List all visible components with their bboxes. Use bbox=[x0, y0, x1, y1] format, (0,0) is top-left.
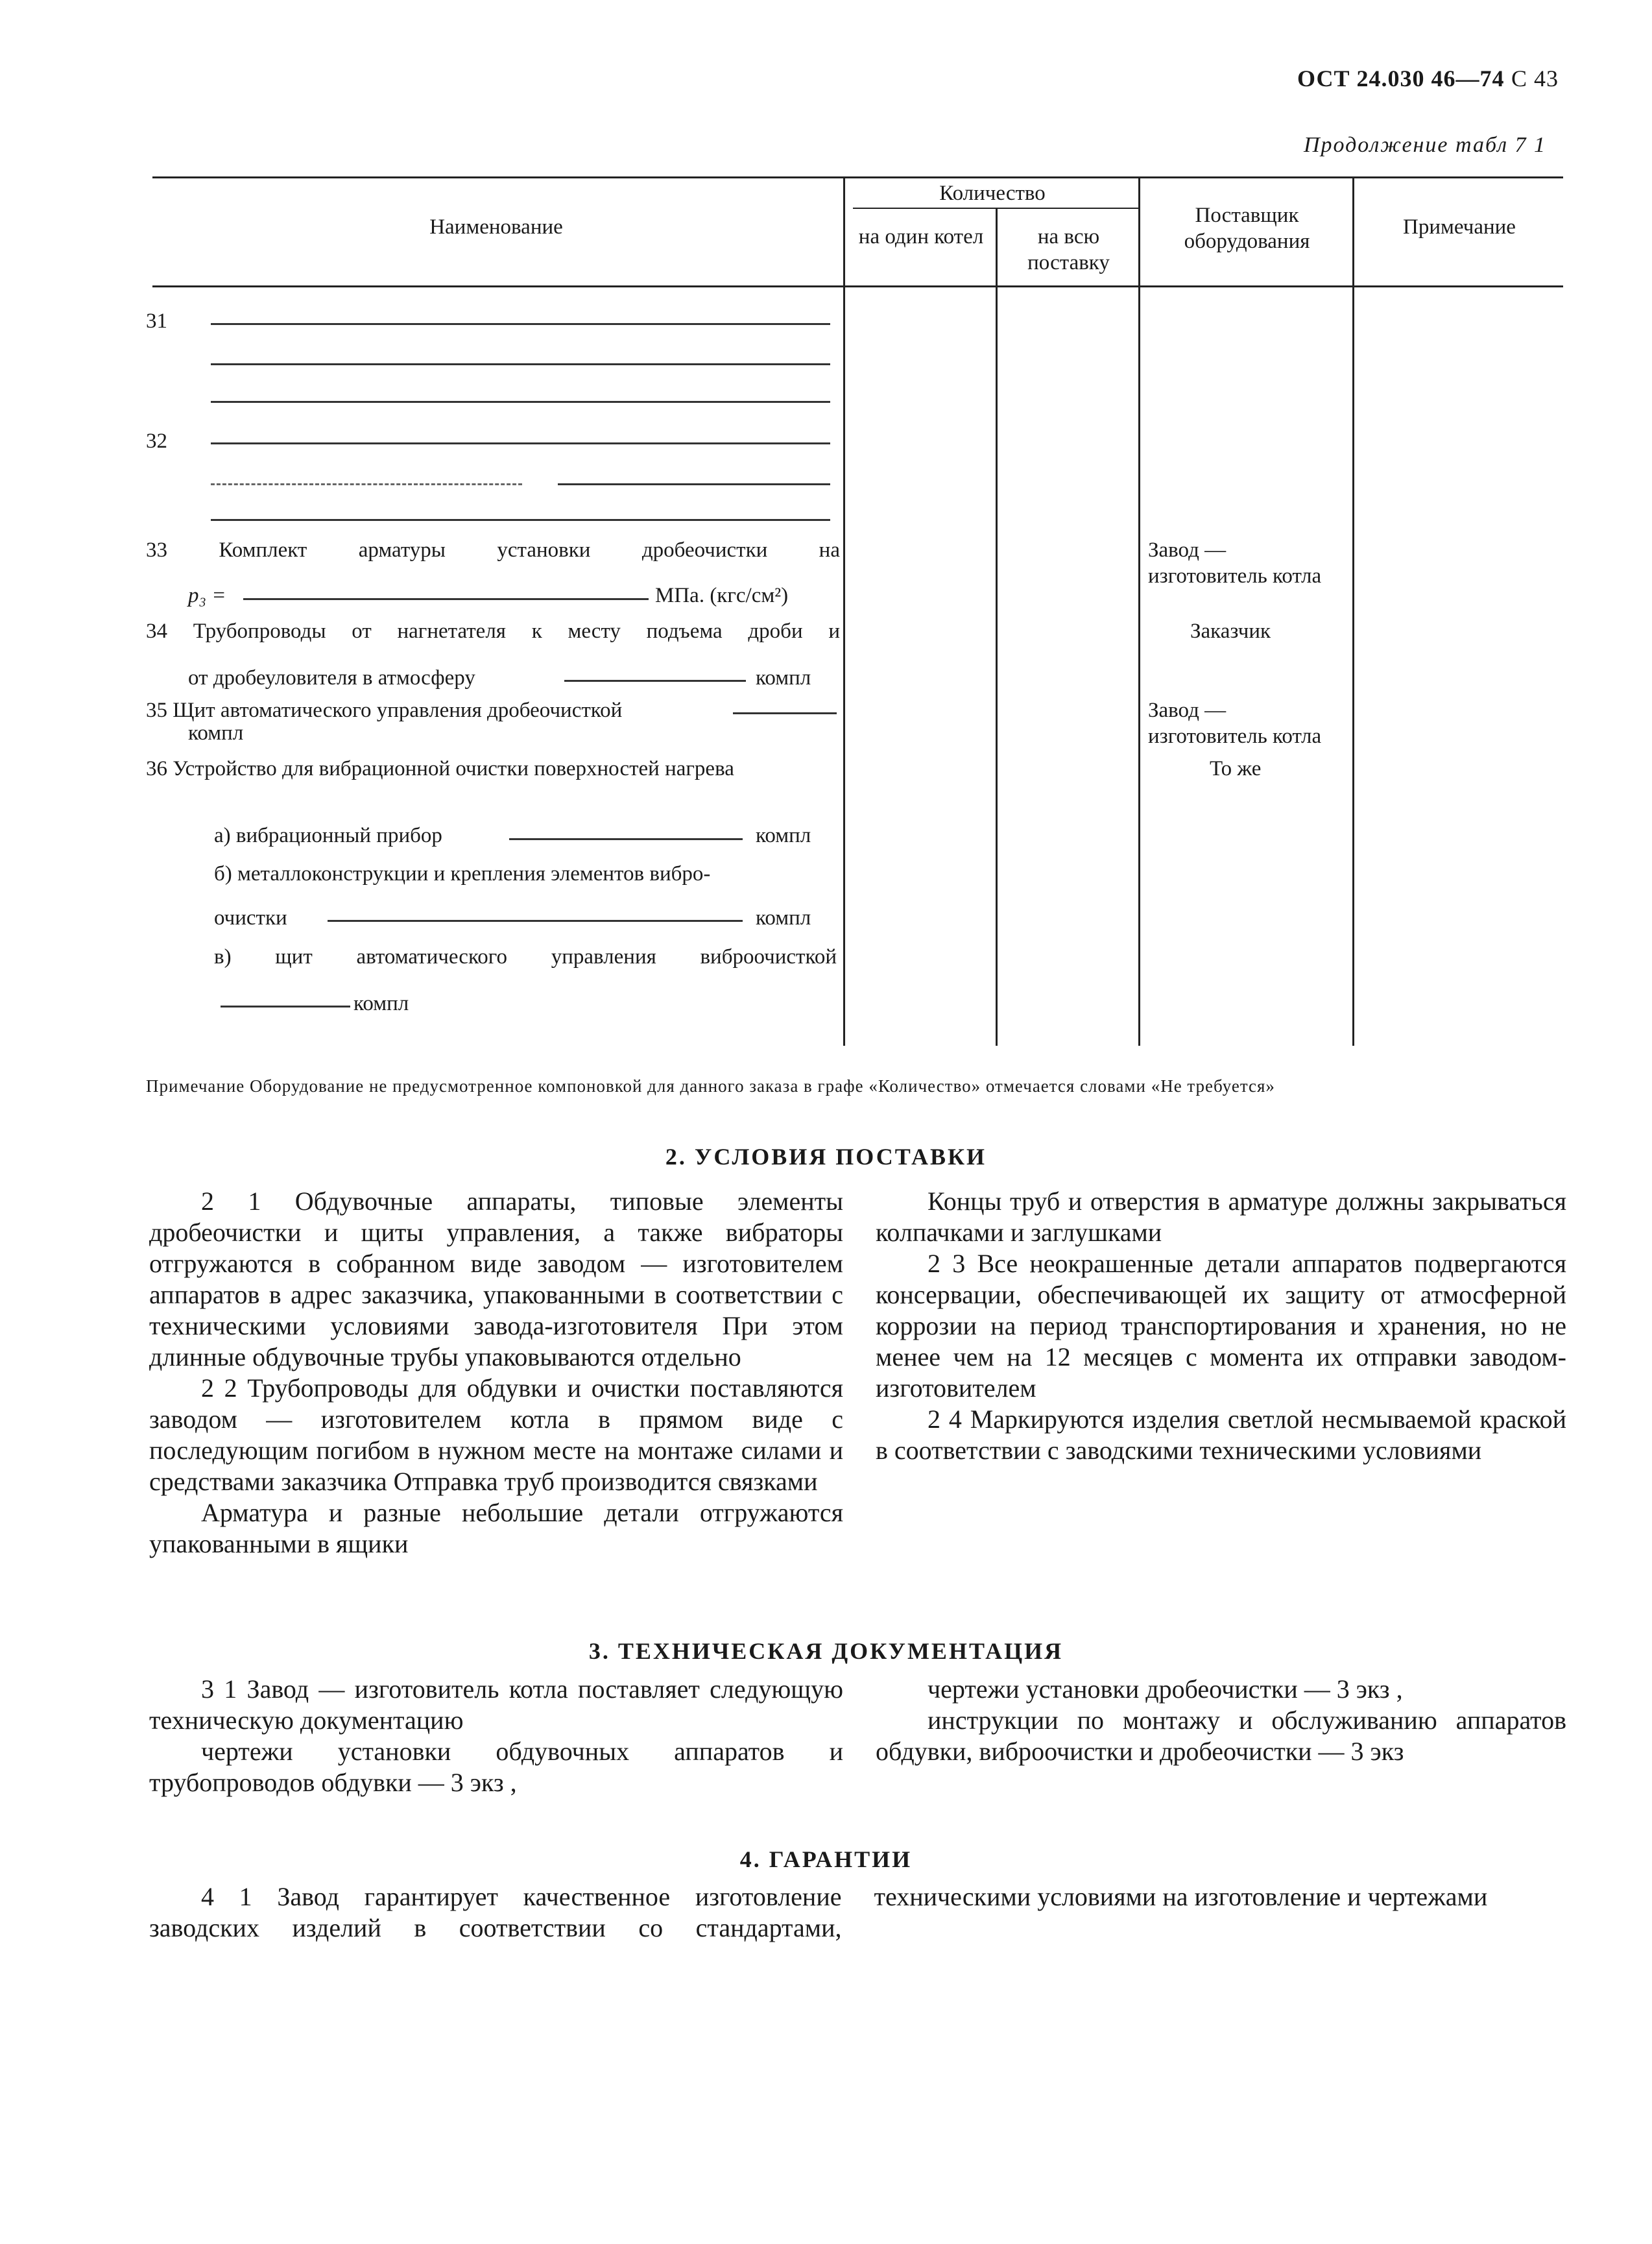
section-4-title: 4. ГАРАНТИИ bbox=[739, 1846, 913, 1872]
section-2-right-column bbox=[876, 1186, 1566, 1466]
row-36a-text: а) вибрационный прибор bbox=[214, 824, 442, 847]
row-33-pressure-label: p₃ = bbox=[188, 584, 226, 607]
col-header-qty-total: на всю поставку bbox=[1027, 225, 1110, 274]
section-2-title: 2. УСЛОВИЯ ПОСТАВКИ bbox=[665, 1144, 987, 1170]
row-33-supplier: Завод — изготовитель котла bbox=[1148, 538, 1322, 588]
col-header-quantity: Количество bbox=[939, 182, 1046, 205]
section-3-left-column bbox=[149, 1674, 843, 1798]
section-2-para-4: Концы труб и отверстия в арматуре должны закрываться колпачками и заглушками bbox=[876, 1187, 1566, 1247]
row-36a-unit: компл bbox=[756, 824, 811, 847]
table-footnote: Примечание Оборудование не предусмотренное компоновкой для данного заказа в графе «Количество» отмечается словами «Не требуется» bbox=[146, 1076, 1275, 1096]
page-number: С 43 bbox=[1511, 66, 1559, 91]
row-36b-unit: компл bbox=[756, 906, 811, 930]
row-36c-text: в) щит автоматического управления виброочисткой bbox=[214, 945, 837, 969]
col-header-supplier: Поставщик оборудования bbox=[1184, 204, 1310, 253]
section-2-para-6: 2 4 Маркируются изделия светлой несмываемой краской в соответствии с заводскими техническими условиями bbox=[876, 1405, 1566, 1465]
row-36c-unit: компл bbox=[353, 992, 409, 1015]
row-34-unit: компл bbox=[756, 666, 811, 690]
section-2-left-column bbox=[149, 1186, 843, 1560]
section-3-right-column bbox=[876, 1674, 1566, 1767]
section-3-para-3: чертежи установки дробеочистки — 3 экз , bbox=[928, 1674, 1403, 1704]
row-36b-text: б) металлоконструкции и крепления элементов вибро- bbox=[214, 862, 711, 886]
row-35-unit: компл bbox=[188, 721, 244, 745]
section-3-para-1: 3 1 Завод — изготовитель котла поставляет следующую техническую документацию bbox=[149, 1674, 843, 1735]
standard-code: ОСТ 24.030 46—74 bbox=[1297, 66, 1505, 91]
section-2-para-2: 2 2 Трубопроводы для обдувки и очистки поставляются заводом — изготовителем котла в прямом виде с последующим погибом в нужном месте на монтаже силами и средствами заказчика Отправка труб производится связками bbox=[149, 1373, 843, 1496]
section-4-text bbox=[149, 1881, 1566, 1944]
row-31-number: 31 bbox=[146, 309, 167, 333]
table-continuation: Продолжение табл 7 1 bbox=[1304, 133, 1547, 157]
section-3-title: 3. ТЕХНИЧЕСКАЯ ДОКУМЕНТАЦИЯ bbox=[588, 1638, 1064, 1664]
row-33-text: 33 Комплект арматуры установки дробеочистки на bbox=[146, 538, 840, 562]
section-2-para-1: 2 1 Обдувочные аппараты, типовые элементы дробеочистки и щиты управления, а также вибраторы отгружаются в собранном виде заводом — изготовителем аппаратов в адрес заказчика, упакованными в соответствии с техническими условиями завода-изготовителя При этом длинные обдувочные трубы упаковываются отдельно bbox=[149, 1187, 843, 1371]
row-35-text: 35 Щит автоматического управления дробеочисткой bbox=[146, 699, 623, 722]
row-34-text-cont: от дробеуловителя в атмосферу bbox=[188, 666, 475, 690]
row-35-supplier: Завод — изготовитель котла bbox=[1148, 699, 1322, 748]
row-32-number: 32 bbox=[146, 429, 167, 453]
col-header-note: Примечание bbox=[1403, 215, 1516, 239]
row-33-unit: МПа. (кгс/см²) bbox=[655, 584, 789, 607]
row-34-supplier: Заказчик bbox=[1190, 620, 1271, 643]
section-3-para-4: инструкции по монтажу и обслуживанию аппаратов обдувки, виброочистки и дробеочистки — 3 экз bbox=[876, 1706, 1566, 1766]
row-34-text: 34 Трубопроводы от нагнетателя к месту подъема дроби и bbox=[146, 620, 840, 643]
col-header-name: Наименование bbox=[429, 215, 563, 239]
row-36b-text-cont: очистки bbox=[214, 906, 287, 930]
section-2-para-5: 2 3 Все неокрашенные детали аппаратов подвергаются консервации, обеспечивающей их защиту от атмосферной коррозии на период транспортирования и хранения, но не менее чем на 12 месяцев с момента их отправки заводом-изготовителем bbox=[876, 1249, 1566, 1403]
col-header-qty-per-boiler: на один котел bbox=[858, 225, 984, 248]
row-36-supplier: То же bbox=[1210, 757, 1262, 780]
section-3-para-2: чертежи установки обдувочных аппаратов и трубопроводов обдувки — 3 экз , bbox=[149, 1737, 843, 1797]
section-2-para-3: Арматура и разные небольшие детали отгружаются упакованными в ящики bbox=[149, 1498, 843, 1558]
section-4-para-1: 4 1 Завод гарантирует качественное изготовление заводских изделий в соответствии со стандартами, техническими условиями на изготовление и чертежами bbox=[149, 1882, 1488, 1942]
row-36-text: 36 Устройство для вибрационной очистки поверхностей нагрева bbox=[146, 757, 734, 780]
